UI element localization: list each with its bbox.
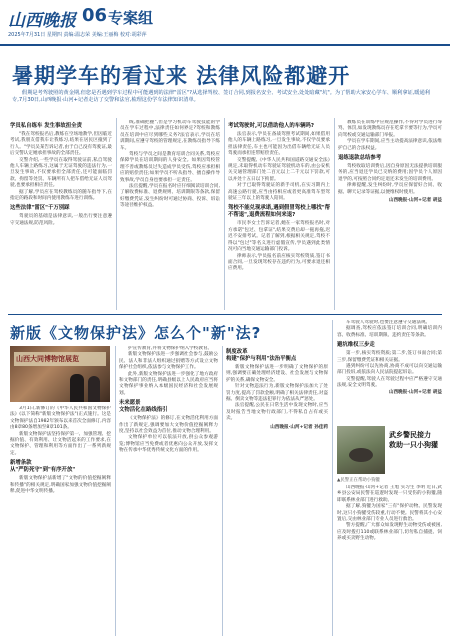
- feature-column-1: [10, 406, 111, 636]
- byline: 山西晚报·山河+记者 胡益: [388, 198, 442, 204]
- column-rule: [332, 320, 333, 636]
- sidebar-photo-caption: ▲民警正在帮助小狗獾: [337, 478, 380, 483]
- paragraph: 据调查,驾校应依法签订培训合同,明确培训内容、收费标准、培训期限、违约责任等条款。: [337, 326, 442, 338]
- subhead: 退练退款总结参考: [338, 155, 382, 162]
- paragraph: 针对文物违法行为,新版文物保护法加大了处罚力度,提高了罚款金额,明确了相关法律责任,对盗掘、倒卖文物等违法犯罪行为依法从严惩处。: [226, 384, 328, 403]
- subhead: 未来愿景 文物活化在路线指引: [119, 400, 168, 414]
- paragraph: 对于已取得驾驶证的新手司机,在实习期内上高速公路行驶,应当由持相应或者更高准驾车型驾驶证三年以上的驾驶人陪同。: [228, 183, 330, 202]
- paragraph: 此外,新版文物保护法进一步强化了地方政府和文物部门的责任,明确县级以上人民政府应当将文物保护事业纳入本级国民经济和社会发展规划。: [119, 371, 218, 396]
- paragraph: 新版文物保护法进一步明确了文物保护的原则,强调要正确处理经济建设、社会发展与文物保护的关系,确保文物安全。: [226, 365, 328, 383]
- top-column-3: [228, 120, 330, 310]
- sidebar-text: [337, 320, 442, 422]
- paragraph: 新版文物保护法进一步强调社会参与,鼓励公民、法人和非法人组织通过捐赠等方式设立文物保护社会组织,依法参与文物保护工作。: [119, 352, 218, 371]
- page-number: 06: [82, 5, 108, 26]
- paragraph: 律师提醒,发生纠纷时,学员应保留好合同、收据、聊天记录等证据,以便维权时使用。: [338, 183, 442, 195]
- subhead: 学员私自练车 发生事故担全责: [10, 123, 82, 129]
- top-column-1: [10, 120, 112, 310]
- top-column-2: [120, 120, 220, 310]
- paragraph: 交警提醒,驾驶人在驾驶过程中应严格遵守交通法规,安全文明驾驶。: [337, 376, 442, 389]
- column-rule: [334, 118, 335, 310]
- column-rule: [224, 118, 225, 310]
- photo-person: [70, 374, 84, 402]
- column-rule: [116, 118, 117, 310]
- paragraph: "我在驾校报名后,教练在空场地教学,但因临近考试,我朋友借我车让我练习,结果在居民区撞到了行人。"学员吴某告诉记者,由于自己没有驾驶证,最后交警认定她承担事故的全部责任。: [10, 132, 112, 157]
- paragraph: 据了解,学员应在驾校教练员的随车指导下,在指定的路段和时间内使用教练车进行训练。: [10, 189, 112, 202]
- paragraph: 新版文物保护法新增了"文物的价值挖掘阐释和传播"的相关规定,明确国家加强文物价值挖掘阐释,促进中华文明传播。: [10, 476, 111, 495]
- masthead-meta: 2025年7月31日 星期四 责编:温志荣 美编:王丽梅 校对:胡彩萍: [8, 32, 147, 38]
- paragraph: 驾校收取培训费后,因自身原因无法提供培训服务的,应当退还学员已交纳的费用;因学员个人原因退学的,可按照合同约定退还未发生的培训费用。: [338, 164, 442, 182]
- subhead: 避坑维权三步走: [337, 342, 375, 349]
- subhead: 考试驾驶时,可以借助他人的车辆吗?: [228, 123, 315, 129]
- photo-person: [88, 376, 100, 402]
- sidebar-photo: [337, 426, 385, 474]
- column-rule: [115, 346, 116, 636]
- feature-title: 新版《文物保护法》怎么个"新"法?: [10, 324, 262, 342]
- lead-paragraph: 假期是考驾驶照的黄金期,但您是否遇到学车过程中可能遇到的法律"雷区"?从选择驾校、签订合同,到报名安全、考试安全,处处暗藏"坑"。为了帮助大家安心学车、顺利拿证,暖通利专,7月30日,山西晚报·山河+记者走访了交警和法官,梳理这份学车法律知识清单。: [12, 90, 430, 104]
- paragraph: 教练员在训练中应规范操作,不得对学员进行辱骂、体罚,如发现教练员存在吃拿卡要等行为,学员可向驾校或交通运输部门举报。: [338, 120, 442, 138]
- paragraph: 据了解,狗獾为国家"三有"保护动物。民警发现时,这只小狗獾受伤较重,行动不便。民警将其小心安置后,交由林业部门专业人员进行救治。: [337, 504, 442, 523]
- paragraph: 第一步,核实驾校资质;第二步,签订书面合同;第三步,保留缴费凭证和相关证据。: [337, 351, 442, 363]
- paragraph: 遇到纠纷可以先协商,协商不成可以向交通运输部门投诉,或依法向人民法院提起诉讼。: [337, 364, 442, 376]
- paragraph: 山西晚报·山河+记者 王旭 实习生 李明 近日,武乡县公安局民警在巡逻时发现一只受伤的小狗獾,随即联系林业部门进行救助。: [337, 485, 442, 503]
- paragraph: 警方提醒,广大群众如发现野生动物受伤或被困,应及时拨打110或联系林业部门,切勿私自捕捉、饲养或买卖野生动物。: [337, 523, 442, 542]
- masthead-rule: [0, 44, 450, 46]
- feature-photo: [10, 346, 110, 402]
- paragraph: 3月1日,新修订的《中华人民共和国文物保护法》(以下简称"新版文物保护法")正式施行。这是文物保护法自1982年颁布以来首次全面修订,内容由8章80条增加至8章101条。: [10, 406, 111, 431]
- sidebar-story: [337, 485, 442, 636]
- paragraph: 车驾驶人驾驶时,也要注意遵守交通法规。: [346, 320, 431, 325]
- photo-animal: [349, 448, 373, 462]
- paragraph: 法官提醒,学员在报名时应仔细阅读培训合同,了解收费标准、退费规则、培训期限等条款,保留好缴费凭证,发生纠纷时可通过协商、投诉、诉讼等途径维护权益。: [120, 184, 220, 209]
- paragraph: 《文物保护法》的修订,在文物活化利用方面作出了新规定,强调要加大文物价值挖掘阐释力度,坚持以社会效益为首位,推动文物合理利用。: [119, 416, 218, 435]
- byline: 山西晚报·山河+记者 胡益: [388, 389, 442, 395]
- column-rule: [222, 346, 223, 636]
- paragraph: 法官表示,学员在备战驾照考试期间,如果借用他人的车辆上路练习,一旦发生事故,不仅学员要承担法律责任,车主也可能因为出借车辆给无证人员驾驶而承担连带赔偿责任。: [228, 132, 330, 157]
- paragraph: 交警介绍,一些学员在取得驾驶证前,私自驾驶他人车辆上路练习,这属于无证驾驶的违法行为,一旦发生事故,不仅要承担全部责任,还可能面临罚款、拘留等处罚。车辆所有人把车借给无证人员驾驶,也要承担相应责任。: [10, 157, 112, 189]
- paragraph: 律师表示,学员报名前应核实驾校资质,签订书面合同,一旦发现驾校存在违约行为,可要求退还相应费用。: [228, 253, 330, 272]
- paragraph: 市民李女士告诉记者,她在一家驾校报名时,对方承诺"包过、包拿证",结果交费后却一拖再拖,迟迟不安排考试。记者了解到,根据相关规定,驾校不得以"包过"等名义进行虚假宣传,学员遇到此类情况可向当地交通运输部门投诉。: [228, 221, 330, 253]
- paragraph: 护宣传教育,并将文物保护纳入学校教育。: [128, 346, 213, 351]
- paragraph: 驾驶员的基础是法律意识,一般出行要注意遵守交通法规,防范风险。: [10, 214, 112, 226]
- paragraph: 线,准确把握",但是学习机动车驾驶技能的学员在学车过程中,法律责任如何界定?驾校和教练员在培训中应尽到哪些义务?法官表示,学员在培训期间,应遵守驾校的管理规定,在教练员指导下练车。: [120, 120, 220, 151]
- top-story-lead: [12, 90, 438, 105]
- byline: 山西晚报·山河+记者 孙佳莉: [270, 424, 328, 430]
- paragraph: 交警提醒,《中华人民共和国道路交通安全法》规定,未取得机动车驾驶证驾驶机动车的,由公安机关交通管理部门处二百元以上二千元以下罚款,可以并处十五日以下拘留。: [228, 157, 330, 182]
- masthead-logo: 山西晚报: [8, 11, 76, 31]
- top-story-title: 暑期学车的看过来 法律风险都避开: [12, 64, 351, 88]
- subhead: 这些法律"雷区"千万别踩: [10, 205, 70, 212]
- feature-column-3: [226, 346, 328, 636]
- subhead: 新增条款 从"严防死守"到"有序开放": [10, 460, 76, 474]
- subhead: 制度改革 构建"保护与利用"法治平衡点: [226, 349, 297, 362]
- paragraph: 文物保护单位可以依法开放,供公众参观游览;博物馆应当免费或者优惠向公众开放,发挥文物在传承中华优秀传统文化方面的作用。: [119, 435, 218, 454]
- paragraph: 法官提醒,公民在日常生活中发现文物时,应当及时报告当地文物行政部门,不得私自占有或买卖。: [226, 403, 328, 422]
- section-name: 专案组: [108, 9, 154, 27]
- feature-column-2: [119, 346, 218, 636]
- masthead: [8, 4, 442, 44]
- photo-caption: 山西大同博物馆展览: [16, 355, 79, 363]
- paragraph: 学员在学车期间,应当主动提高法律意识,依法维护自己的合法权益。: [338, 139, 442, 151]
- sidebar-photo-title: 武乡警民接力 救助一只小狗獾: [389, 431, 438, 449]
- top-column-4: [338, 120, 442, 310]
- paragraph: 驾校与学员之间是教育培训合同关系,驾校应保障学员在培训期间的人身安全。如果因驾校管理不善或教练员过失造成学员受伤,驾校应承担相应的赔偿责任;如果学员不听从指导、擅自操作导致事故,学员自身也要承担一定责任。: [120, 152, 220, 183]
- paragraph: 新版文物保护法坚持保护第一、加强管理、挖掘价值、有效利用、让文物活起来的工作要求,在文物保护、管理和利用等方面作出了一系列新规定。: [10, 431, 111, 456]
- subhead: 驾校不能兑现承诺,遇到假冒驾校上哪找"帮不帮退",退费流程如何来退?: [228, 205, 330, 219]
- section-divider: [8, 314, 442, 315]
